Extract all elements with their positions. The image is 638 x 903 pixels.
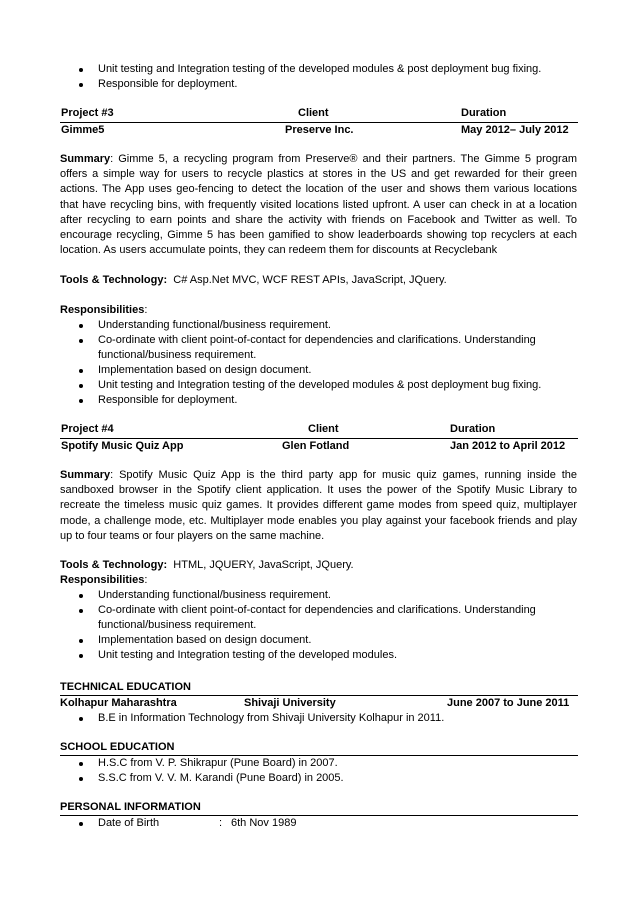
list-item: Responsible for deployment. bbox=[60, 77, 541, 92]
tools-value: HTML, JQUERY, JavaScript, JQuery. bbox=[173, 559, 354, 571]
responsibilities-label: Responsibilities bbox=[60, 574, 145, 586]
personal-information-list bbox=[60, 816, 360, 831]
summary-label: Summary bbox=[60, 469, 111, 481]
list-item: Unit testing and Integration testing of the developed modules & post deployment bug fixing. bbox=[60, 62, 541, 77]
technical-education-list bbox=[60, 711, 444, 726]
project3-header-duration: Duration bbox=[461, 107, 507, 119]
list-item: Understanding functional/business requirement. bbox=[60, 588, 560, 603]
summary-label: Summary bbox=[60, 153, 111, 165]
project4-responsibilities-heading: Responsibilities: bbox=[60, 574, 148, 586]
project3-summary bbox=[60, 152, 577, 258]
dob-value: 6th Nov 1989 bbox=[231, 817, 297, 829]
project4-header-client: Client bbox=[308, 423, 339, 435]
project3-responsibilities-heading: Responsibilities: bbox=[60, 304, 148, 316]
tools-label: Tools & Technology: bbox=[60, 274, 168, 286]
technical-education-place: Kolhapur Maharashtra bbox=[60, 697, 177, 709]
project4-header-project: Project #4 bbox=[61, 423, 114, 435]
project4-header-duration: Duration bbox=[450, 423, 496, 435]
technical-education-university: Shivaji University bbox=[244, 697, 336, 709]
project3-name: Gimme5 bbox=[61, 124, 105, 136]
list-item: Implementation based on design document. bbox=[60, 363, 560, 378]
project4-responsibility-list bbox=[60, 588, 560, 663]
project3-client: Preserve Inc. bbox=[285, 124, 354, 136]
summary-text: : Gimme 5, a recycling program from Preserve® and their partners. The Gimme 5 program offers a simple way for users to recycle plastics at stores in the US and get rewarded for their green actions. The App uses geo-fencing to detect the location of the user and shows them various locations that have recycling bins, with frequently visited locations listed upfront. A user can check in at a location after recycling to earn points and share the activity with friends on Facebook and Twitter as well. To encourage recycling, Gimme 5 has been gamified to show leaderboards showing top recyclers at each location. As users accumulate points, they can redeem them for discounts at Recyclebank bbox=[60, 153, 577, 257]
list-item: Understanding functional/business requirement. bbox=[60, 318, 560, 333]
project3-header-client: Client bbox=[298, 107, 329, 119]
project4-client: Glen Fotland bbox=[282, 440, 350, 452]
project4-name: Spotify Music Quiz App bbox=[61, 440, 184, 452]
list-item: Unit testing and Integration testing of the developed modules. bbox=[60, 648, 560, 663]
technical-education-title: TECHNICAL EDUCATION bbox=[60, 681, 191, 693]
tools-label: Tools & Technology: bbox=[60, 559, 168, 571]
technical-education-period: June 2007 to June 2011 bbox=[447, 697, 570, 709]
project3-header-project: Project #3 bbox=[61, 107, 114, 119]
project4-tools bbox=[60, 558, 354, 573]
list-item: Co-ordinate with client point-of-contact for dependencies and clarifications. Understanding functional/business requirement. bbox=[60, 603, 560, 633]
list-item bbox=[60, 816, 360, 831]
list-item: B.E in Information Technology from Shivaji University Kolhapur in 2011. bbox=[60, 711, 444, 726]
project4-summary bbox=[60, 468, 577, 544]
top-bullet-list bbox=[60, 62, 541, 92]
project3-duration: May 2012– July 2012 bbox=[461, 124, 569, 136]
project3-tools bbox=[60, 273, 447, 288]
list-item: H.S.C from V. P. Shikrapur (Pune Board) in 2007. bbox=[60, 756, 344, 771]
list-item: Responsible for deployment. bbox=[60, 393, 560, 408]
school-education-list bbox=[60, 756, 344, 786]
responsibilities-label: Responsibilities bbox=[60, 304, 145, 316]
dob-label: Date of Birth bbox=[98, 817, 160, 829]
dob-separator: : bbox=[219, 817, 223, 829]
summary-text: : Spotify Music Quiz App is the third party app for music quiz games, running inside the sandboxed browser in the Spotify client application. It uses the power of the Spotify Music Library to recreate the timeless music quiz games. It provides different game modes from speed quiz, multiplayer mode, a challenge mode, etc. Multiplayer mode enables you play against your facebook friends and play up to four teams or four players on the same machine. bbox=[60, 469, 577, 542]
list-item: Implementation based on design document. bbox=[60, 633, 560, 648]
school-education-title: SCHOOL EDUCATION bbox=[60, 741, 175, 753]
personal-information-title: PERSONAL INFORMATION bbox=[60, 801, 201, 813]
list-item: Unit testing and Integration testing of the developed modules & post deployment bug fixing. bbox=[60, 378, 560, 393]
tools-value: C# Asp.Net MVC, WCF REST APIs, JavaScript, JQuery. bbox=[173, 274, 447, 286]
project3-responsibility-list bbox=[60, 318, 560, 408]
project4-duration: Jan 2012 to April 2012 bbox=[450, 440, 566, 452]
list-item: Co-ordinate with client point-of-contact for dependencies and clarifications. Understanding functional/business requirement. bbox=[60, 333, 560, 363]
list-item: S.S.C from V. V. M. Karandi (Pune Board) in 2005. bbox=[60, 771, 344, 786]
